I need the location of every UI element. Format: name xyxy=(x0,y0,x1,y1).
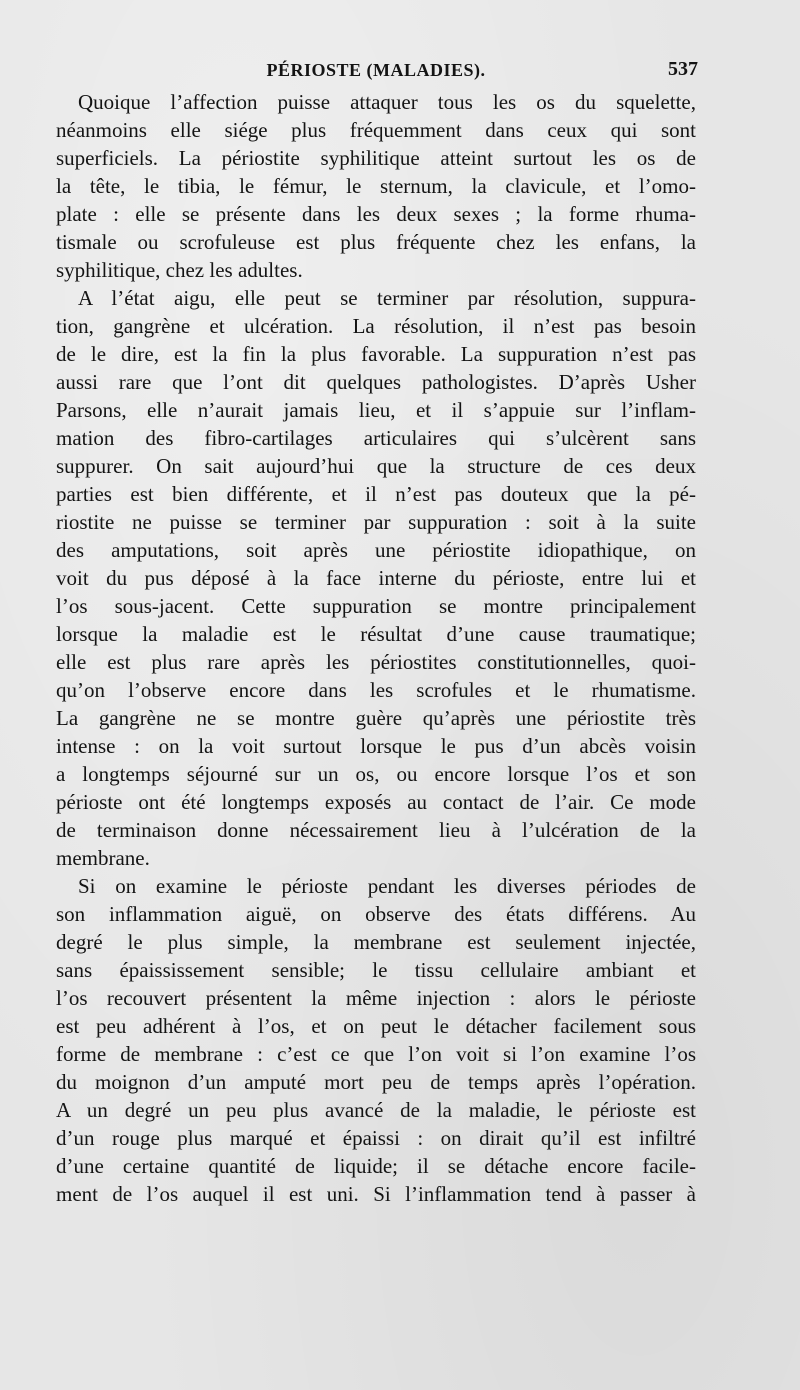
text-line: l’os recouvert présentent la même injection : alors le périoste xyxy=(56,986,696,1010)
running-title: PÉRIOSTE (MALADIES). xyxy=(266,60,486,80)
text-line: a longtemps séjourné sur un os, ou encore lorsque l’os et son xyxy=(56,762,696,786)
text-line: lorsque la maladie est le résultat d’une cause traumatique; xyxy=(56,622,696,646)
text-line: l’os sous-jacent. Cette suppuration se montre principalement xyxy=(56,594,696,618)
text-line: superficiels. La périostite syphilitique atteint surtout les os de xyxy=(56,146,696,170)
text-line: des amputations, soit après une périostite idiopathique, on xyxy=(56,538,696,562)
body-text xyxy=(56,88,696,1208)
text-line: degré le plus simple, la membrane est seulement injectée, xyxy=(56,930,696,954)
text-line: qu’on l’observe encore dans les scrofules et le rhumatisme. xyxy=(56,678,696,702)
text-line: Si on examine le périoste pendant les diverses périodes de xyxy=(78,874,696,898)
text-line: A l’état aigu, elle peut se terminer par résolution, suppura- xyxy=(78,286,696,310)
text-line: suppurer. On sait aujourd’hui que la structure de ces deux xyxy=(56,454,696,478)
text-line: voit du pus déposé à la face interne du périoste, entre lui et xyxy=(56,566,696,590)
text-line: A un degré un peu plus avancé de la maladie, le périoste est xyxy=(56,1098,696,1122)
text-line: intense : on la voit surtout lorsque le pus d’un abcès voisin xyxy=(56,734,696,758)
text-line: Parsons, elle n’aurait jamais lieu, et il s’appuie sur l’inflam- xyxy=(56,398,696,422)
text-line: périoste ont été longtemps exposés au contact de l’air. Ce mode xyxy=(56,790,696,814)
paragraph xyxy=(56,872,696,1208)
text-line: tismale ou scrofuleuse est plus fréquente chez les enfans, la xyxy=(56,230,696,254)
text-line: aussi rare que l’ont dit quelques pathologistes. D’après Usher xyxy=(56,370,696,394)
text-line: forme de membrane : c’est ce que l’on voit si l’on examine l’os xyxy=(56,1042,696,1066)
running-header xyxy=(54,58,698,88)
text-line: est peu adhérent à l’os, et on peut le détacher facilement sous xyxy=(56,1014,696,1038)
text-line: membrane. xyxy=(56,846,150,870)
text-line: du moignon d’un amputé mort peu de temps après l’opération. xyxy=(56,1070,696,1094)
text-line: tion, gangrène et ulcération. La résolution, il n’est pas besoin xyxy=(56,314,696,338)
text-line: Quoique l’affection puisse attaquer tous les os du squelette, xyxy=(78,90,696,114)
text-line: elle est plus rare après les périostites constitutionnelles, quoi- xyxy=(56,650,696,674)
text-line: plate : elle se présente dans les deux sexes ; la forme rhuma- xyxy=(56,202,696,226)
text-line: de terminaison donne nécessairement lieu à l’ulcération de la xyxy=(56,818,696,842)
text-line: sans épaississement sensible; le tissu cellulaire ambiant et xyxy=(56,958,696,982)
text-line: de le dire, est la fin la plus favorable. La suppuration n’est pas xyxy=(56,342,696,366)
text-line: d’une certaine quantité de liquide; il se détache encore facile- xyxy=(56,1154,696,1178)
page-number: 537 xyxy=(668,58,698,80)
text-line: mation des fibro-cartilages articulaires qui s’ulcèrent sans xyxy=(56,426,696,450)
text-line: parties est bien différente, et il n’est pas douteux que la pé- xyxy=(56,482,696,506)
text-line: syphilitique, chez les adultes. xyxy=(56,258,303,282)
paragraph xyxy=(56,88,696,284)
text-line: son inflammation aiguë, on observe des états différens. Au xyxy=(56,902,696,926)
text-line: d’un rouge plus marqué et épaissi : on dirait qu’il est infiltré xyxy=(56,1126,696,1150)
text-line: La gangrène ne se montre guère qu’après une périostite très xyxy=(56,706,696,730)
text-line: la tête, le tibia, le fémur, le sternum, la clavicule, et l’omo- xyxy=(56,174,696,198)
text-line: néanmoins elle siége plus fréquemment dans ceux qui sont xyxy=(56,118,696,142)
text-line: ment de l’os auquel il est uni. Si l’inflammation tend à passer à xyxy=(56,1182,696,1206)
text-line: riostite ne puisse se terminer par suppuration : soit à la suite xyxy=(56,510,696,534)
paragraph xyxy=(56,284,696,872)
